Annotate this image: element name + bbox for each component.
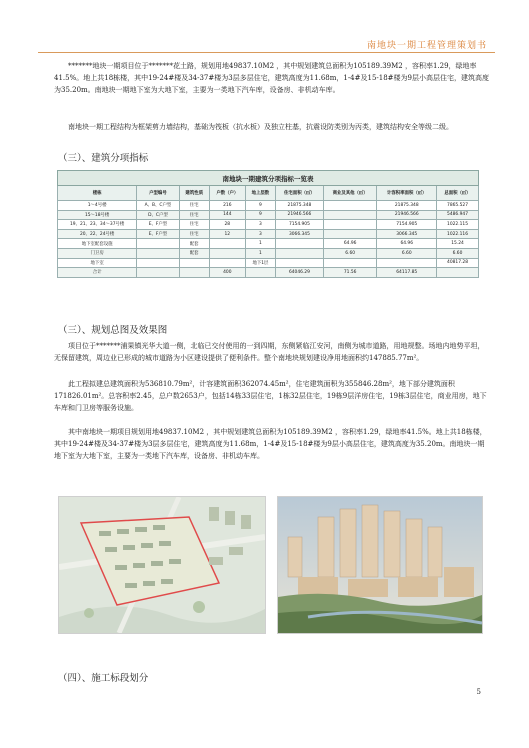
- table-cell: 19、21、23、34～37号楼: [58, 220, 137, 230]
- table-cell: 7865.527: [437, 201, 479, 211]
- table-cell: 地下室: [58, 258, 137, 268]
- table-row: [58, 248, 479, 258]
- table-header-cell: 建筑性质: [179, 186, 209, 201]
- header-divider: [38, 52, 495, 53]
- table-cell: 9: [245, 210, 275, 220]
- table-cell: 住宅: [179, 220, 209, 230]
- table-cell: 1: [245, 248, 275, 258]
- table-cell: 6.60: [377, 248, 437, 258]
- section-heading-indicators: （三）、建筑分项指标: [58, 153, 149, 164]
- table-cell: D、C户型: [137, 210, 179, 220]
- table-cell: 21875.348: [276, 201, 324, 211]
- table-cell: 配套: [179, 239, 209, 249]
- table-cell: 配套: [179, 248, 209, 258]
- section-heading-master-plan: （三）、规划总图及效果图: [58, 325, 168, 336]
- table-cell: 15～18号楼: [58, 210, 137, 220]
- table-cell: [323, 201, 377, 211]
- table-cell: 3: [245, 220, 275, 230]
- table-cell: [209, 258, 245, 268]
- table-row: [58, 210, 479, 220]
- table-cell: 1: [245, 239, 275, 249]
- table-cell: [276, 258, 324, 268]
- table-title: 南地块一期建筑分项指标一览表: [58, 171, 479, 186]
- table-row: [58, 258, 479, 268]
- table-cell: 64.96: [323, 239, 377, 249]
- table-cell: 21946.566: [276, 210, 324, 220]
- table-cell: 1022.115: [437, 220, 479, 230]
- table-cell: 地下1层: [245, 258, 275, 268]
- table-row: [58, 229, 479, 239]
- table-cell: 住宅: [179, 201, 209, 211]
- table-header-cell: 总面积（㎡）: [437, 186, 479, 201]
- intro-paragraph-2: 南地块一期工程结构为框架剪力墙结构，基础为筏板（抗水板）及独立柱基，抗震设防类别为丙类，建筑结构安全等级二级。: [68, 123, 453, 131]
- table-cell: E、F户型: [137, 220, 179, 230]
- table-cell: [209, 239, 245, 249]
- table-cell: 6.60: [437, 248, 479, 258]
- table-header-cell: 地上层数: [245, 186, 275, 201]
- table-cell: 3: [245, 229, 275, 239]
- table-cell: 15.24: [437, 239, 479, 249]
- table-cell: [137, 268, 179, 278]
- table-row: [58, 239, 479, 249]
- table-cell: 64.96: [377, 239, 437, 249]
- table-cell: 1～4号楼: [58, 201, 137, 211]
- table-cell: 1022.116: [437, 229, 479, 239]
- section-heading-bid-sections: （四）、施工标段划分: [58, 673, 149, 684]
- table-cell: [323, 258, 377, 268]
- table-cell: 住宅: [179, 229, 209, 239]
- table-header-cell: 计容积率面积（㎡）: [377, 186, 437, 201]
- table-header-cell: 户数（户）: [209, 186, 245, 201]
- table-cell: 地下室配套设施: [58, 239, 137, 249]
- table-cell: 7154.905: [276, 220, 324, 230]
- table-header-cell: 住宅面积（㎡）: [276, 186, 324, 201]
- table-cell: E、F户型: [137, 229, 179, 239]
- table-cell: [137, 258, 179, 268]
- plan-paragraph-2: 此工程拟建总建筑面积为536810.79m²，计容建筑面积362074.45m²，住宅建筑面积为355846.28m²，地下部分建筑面积171826.01m²。总容积率2.45，总户数2653户，包括14栋33层住宅，1栋32层住宅，19栋9层洋房住宅，19栋3层住宅，商业用房，地下车库和门卫房等服务设施。: [54, 380, 487, 413]
- table-cell: 21946.566: [377, 210, 437, 220]
- table-cell: 5486.947: [437, 210, 479, 220]
- building-index-table-wrap: [57, 170, 479, 296]
- table-cell: [276, 248, 324, 258]
- table-header-cell: 户型编号: [137, 186, 179, 201]
- table-cell: 64117.85: [377, 268, 437, 278]
- table-row: [58, 220, 479, 230]
- intro-paragraph-1: *******地块一期项目位于*******花土路，规划用地49837.10M2 ，其中规划建筑总面积为105189.39M2 ，容积率1.29，绿地率41.5%。地上共18栋楼，其中19-24#楼及34-37#楼为3层多层住宅，建筑高度为11.68m，1-4#及15-18#楼为9层小高层住宅，建筑高度为35.20m。南地块一期地下室为大地下室，主要为一类地下汽车库，设备房、非机动车库。: [54, 62, 490, 95]
- table-row: [58, 268, 479, 278]
- table-cell: 216: [209, 201, 245, 211]
- table-cell: 6.60: [323, 248, 377, 258]
- site-plan-image: [58, 496, 266, 634]
- table-cell: 20、22、24号楼: [58, 229, 137, 239]
- table-cell: [276, 239, 324, 249]
- table-cell: 合计: [58, 268, 137, 278]
- table-header-cell: 楼栋: [58, 186, 137, 201]
- table-cell: 71.56: [323, 268, 377, 278]
- table-cell: [437, 268, 479, 278]
- table-cell: A、B、C户型: [137, 201, 179, 211]
- table-cell: [323, 220, 377, 230]
- table-cell: 21875.348: [377, 201, 437, 211]
- table-cell: 40817.28: [437, 258, 479, 268]
- table-cell: 门卫房: [58, 248, 137, 258]
- table-cell: 28: [209, 220, 245, 230]
- table-cell: 144: [209, 210, 245, 220]
- rendering-image: [277, 496, 483, 634]
- table-cell: [323, 229, 377, 239]
- table-cell: 3066.345: [377, 229, 437, 239]
- table-cell: [137, 248, 179, 258]
- table-cell: [245, 268, 275, 278]
- table-cell: [179, 268, 209, 278]
- table-row: [58, 201, 479, 211]
- table-cell: [323, 210, 377, 220]
- plan-paragraph-3: 其中南地块一期项目规划用地49837.10M2 ，其中规划建筑总面积为105189.39M2 ，容积率1.29，绿地率41.5%。地上共18栋楼，其中19-24#楼及34-37#楼为3层多层住宅，建筑高度为11.68m，1-4#及15-18#楼为9层小高层住宅，建筑高度为35.20m。南地块一期地下室为大地下室，主要为一类地下汽车库，设备房、非机动车库。: [54, 428, 487, 461]
- table-cell: 7154.905: [377, 220, 437, 230]
- table-cell: 12: [209, 229, 245, 239]
- header-title: 南地块一期工程管理策划书: [366, 41, 487, 51]
- table-cell: [179, 258, 209, 268]
- table-cell: [377, 258, 437, 268]
- plan-paragraph-1: 项目位于*******浦果镇光华大道一侧，北临已交付使用的一到四期，东侧紧临江安河，南侧为城市道路，用地规整。场地内地势平坦，无保留建筑，周边业已形成的城市道路为小区建设提供了便利条件。整个南地块规划建设净用地面积约147885.77m²。: [54, 342, 485, 363]
- building-index-table: [57, 170, 479, 278]
- table-header-cell: 商业及其他（㎡）: [323, 186, 377, 201]
- table-cell: 3066.345: [276, 229, 324, 239]
- table-cell: 64046.29: [276, 268, 324, 278]
- table-cell: 9: [245, 201, 275, 211]
- page-number: 5: [476, 688, 481, 696]
- table-cell: [137, 239, 179, 249]
- table-cell: 住宅: [179, 210, 209, 220]
- table-cell: 400: [209, 268, 245, 278]
- table-cell: [209, 248, 245, 258]
